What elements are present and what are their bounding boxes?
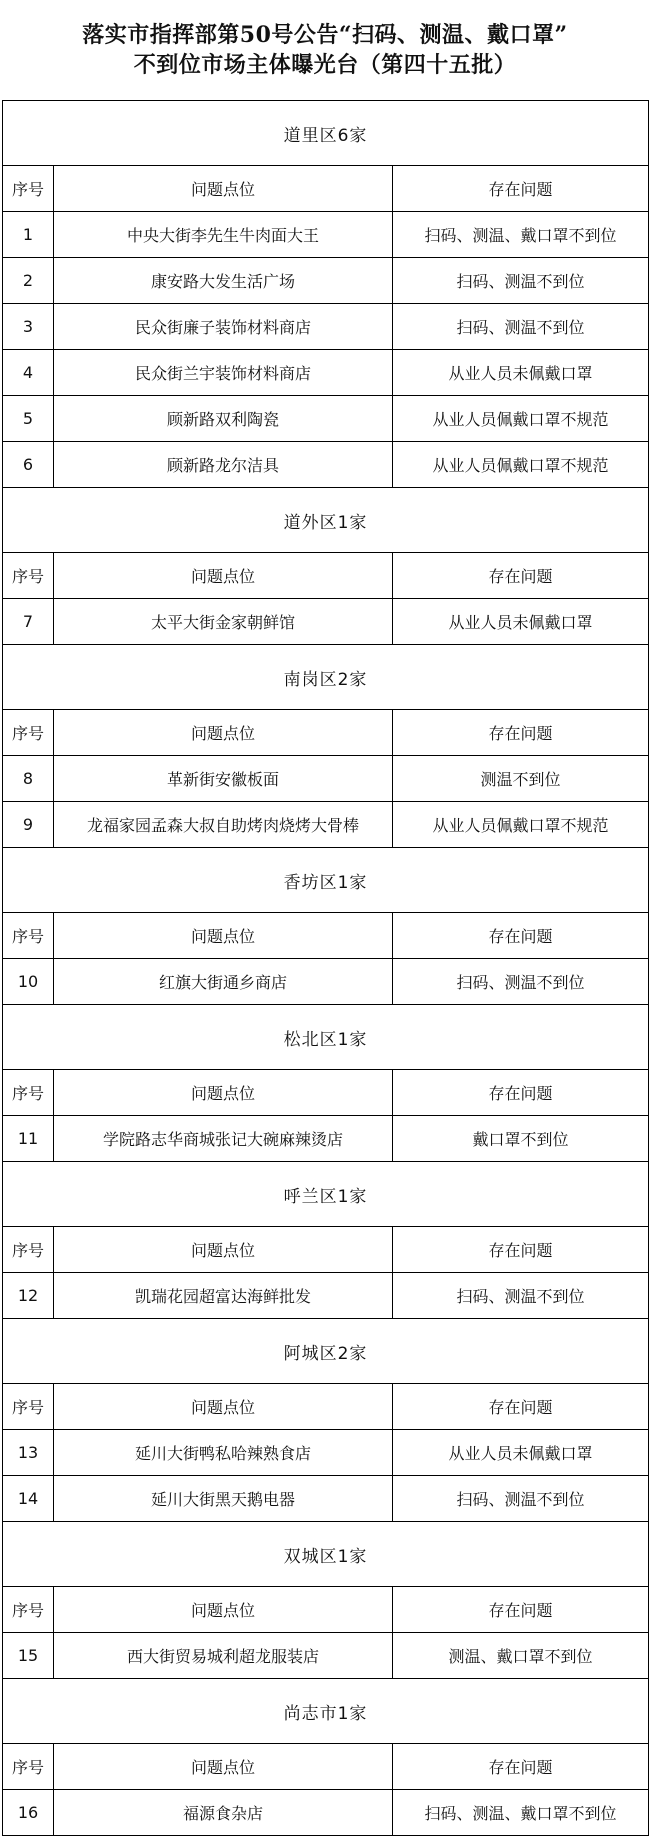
column-header-issue: 存在问题 [393,1384,649,1430]
table-row [3,1273,649,1319]
district-header-row [3,1522,649,1587]
row-issue: 扫码、测温不到位 [393,258,649,304]
row-number: 10 [3,959,54,1005]
table-row [3,442,649,488]
column-header-num: 序号 [3,553,54,599]
table-row [3,802,649,848]
column-header-location: 问题点位 [54,710,393,756]
district-header-row [3,645,649,710]
row-issue: 扫码、测温不到位 [393,1273,649,1319]
row-number: 6 [3,442,54,488]
district-title: 双城区1家 [3,1522,649,1587]
row-number: 3 [3,304,54,350]
row-location: 延川大街黑天鹅电器 [54,1476,393,1522]
table-row [3,959,649,1005]
column-header-row [3,1070,649,1116]
table-row [3,599,649,645]
table-row [3,304,649,350]
page-title [0,20,650,80]
column-header-issue: 存在问题 [393,1227,649,1273]
column-header-num: 序号 [3,1384,54,1430]
row-issue: 扫码、测温、戴口罩不到位 [393,212,649,258]
table-row [3,212,649,258]
column-header-location: 问题点位 [54,913,393,959]
column-header-location: 问题点位 [54,1384,393,1430]
row-location: 福源食杂店 [54,1790,393,1836]
column-header-issue: 存在问题 [393,1744,649,1790]
row-number: 5 [3,396,54,442]
row-issue: 扫码、测温、戴口罩不到位 [393,1790,649,1836]
column-header-location: 问题点位 [54,1070,393,1116]
row-issue: 戴口罩不到位 [393,1116,649,1162]
column-header-location: 问题点位 [54,1587,393,1633]
row-location: 西大街贸易城利超龙服装店 [54,1633,393,1679]
row-location: 顾新路双利陶瓷 [54,396,393,442]
row-location: 康安路大发生活广场 [54,258,393,304]
title-line-1: 落实市指挥部第50号公告“扫码、测温、戴口罩” [82,22,568,48]
table-row [3,1430,649,1476]
row-location: 太平大街金家朝鲜馆 [54,599,393,645]
table-row [3,350,649,396]
row-number: 4 [3,350,54,396]
column-header-location: 问题点位 [54,166,393,212]
row-issue: 从业人员未佩戴口罩 [393,1430,649,1476]
district-title: 香坊区1家 [3,848,649,913]
district-header-row [3,101,649,166]
exposure-table [2,100,649,1836]
column-header-row [3,166,649,212]
column-header-issue: 存在问题 [393,913,649,959]
district-title: 尚志市1家 [3,1679,649,1744]
row-location: 民众街廉子装饰材料商店 [54,304,393,350]
district-title: 阿城区2家 [3,1319,649,1384]
table-body [3,101,649,1836]
row-number: 15 [3,1633,54,1679]
row-issue: 从业人员未佩戴口罩 [393,599,649,645]
column-header-issue: 存在问题 [393,710,649,756]
row-number: 7 [3,599,54,645]
column-header-issue: 存在问题 [393,166,649,212]
title-line-2: 不到位市场主体曝光台（第四十五批） [133,52,517,78]
row-location: 红旗大街通乡商店 [54,959,393,1005]
row-issue: 测温、戴口罩不到位 [393,1633,649,1679]
row-number: 12 [3,1273,54,1319]
row-number: 1 [3,212,54,258]
row-number: 2 [3,258,54,304]
column-header-num: 序号 [3,913,54,959]
column-header-num: 序号 [3,1587,54,1633]
column-header-location: 问题点位 [54,553,393,599]
district-header-row [3,848,649,913]
row-location: 凯瑞花园超富达海鲜批发 [54,1273,393,1319]
column-header-row [3,710,649,756]
table-row [3,396,649,442]
column-header-issue: 存在问题 [393,553,649,599]
row-issue: 从业人员佩戴口罩不规范 [393,802,649,848]
column-header-num: 序号 [3,1227,54,1273]
district-title: 道里区6家 [3,101,649,166]
district-header-row [3,1319,649,1384]
column-header-row [3,553,649,599]
row-issue: 从业人员佩戴口罩不规范 [393,396,649,442]
district-title: 呼兰区1家 [3,1162,649,1227]
table-row [3,756,649,802]
column-header-row [3,1587,649,1633]
district-header-row [3,1679,649,1744]
district-header-row [3,1162,649,1227]
column-header-num: 序号 [3,166,54,212]
row-location: 学院路志华商城张记大碗麻辣烫店 [54,1116,393,1162]
column-header-issue: 存在问题 [393,1587,649,1633]
column-header-location: 问题点位 [54,1744,393,1790]
column-header-row [3,1384,649,1430]
column-header-num: 序号 [3,710,54,756]
row-location: 龙福家园孟森大叔自助烤肉烧烤大骨棒 [54,802,393,848]
row-number: 13 [3,1430,54,1476]
district-header-row [3,488,649,553]
row-issue: 扫码、测温不到位 [393,304,649,350]
column-header-row [3,913,649,959]
row-location: 革新街安徽板面 [54,756,393,802]
row-number: 9 [3,802,54,848]
row-number: 8 [3,756,54,802]
row-number: 11 [3,1116,54,1162]
district-header-row [3,1005,649,1070]
column-header-issue: 存在问题 [393,1070,649,1116]
row-number: 14 [3,1476,54,1522]
column-header-location: 问题点位 [54,1227,393,1273]
row-location: 顾新路龙尔洁具 [54,442,393,488]
district-title: 道外区1家 [3,488,649,553]
row-issue: 扫码、测温不到位 [393,959,649,1005]
table-row [3,1116,649,1162]
row-number: 16 [3,1790,54,1836]
row-issue: 扫码、测温不到位 [393,1476,649,1522]
table-row [3,1790,649,1836]
row-location: 延川大街鸭私哈辣熟食店 [54,1430,393,1476]
table-row [3,258,649,304]
column-header-row [3,1744,649,1790]
table-row [3,1633,649,1679]
table-row [3,1476,649,1522]
district-title: 南岗区2家 [3,645,649,710]
column-header-num: 序号 [3,1744,54,1790]
column-header-row [3,1227,649,1273]
column-header-num: 序号 [3,1070,54,1116]
row-issue: 从业人员未佩戴口罩 [393,350,649,396]
district-title: 松北区1家 [3,1005,649,1070]
row-location: 民众街兰宇装饰材料商店 [54,350,393,396]
row-location: 中央大街李先生牛肉面大王 [54,212,393,258]
row-issue: 从业人员佩戴口罩不规范 [393,442,649,488]
row-issue: 测温不到位 [393,756,649,802]
